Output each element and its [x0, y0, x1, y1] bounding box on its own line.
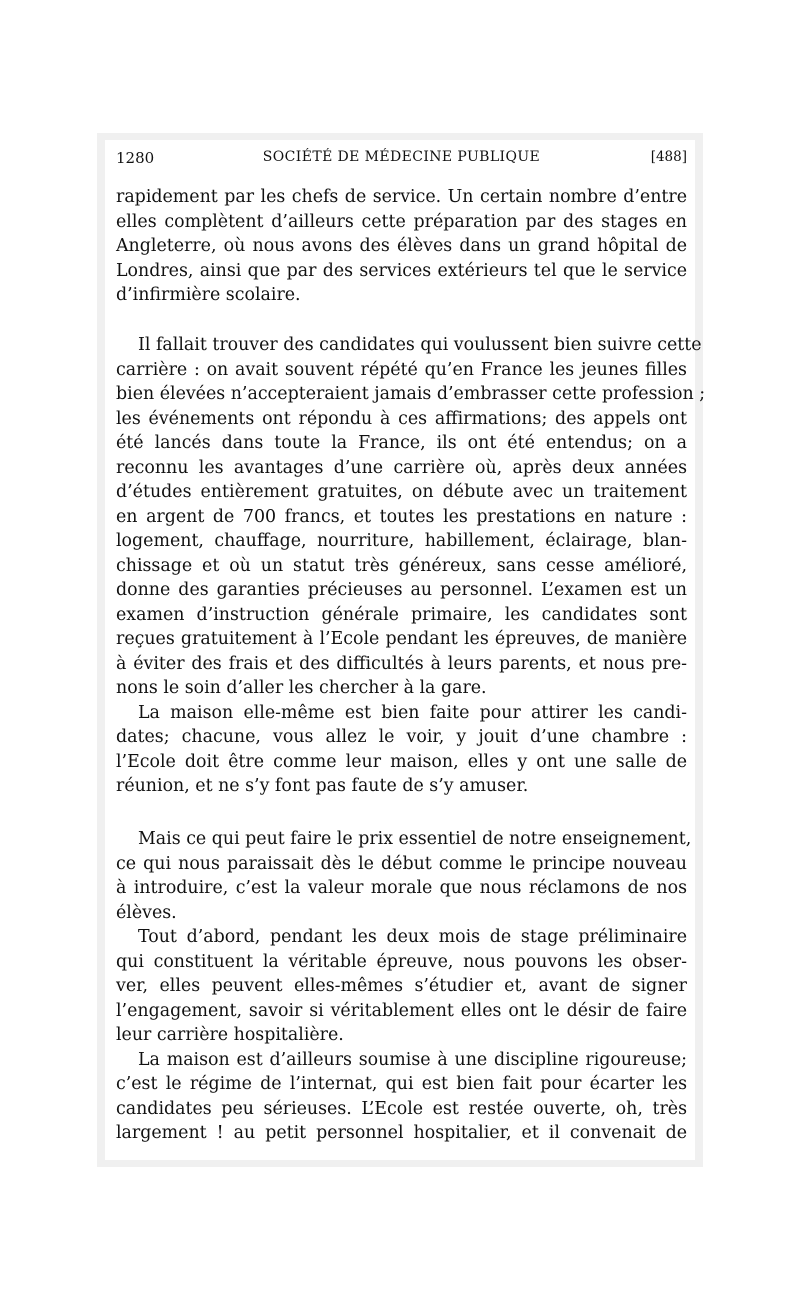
- text-line: donne des garanties précieuses au personnel. L’examen est un: [116, 580, 687, 600]
- text-line: à introduire, c’est la valeur morale que nous réclamons de nos: [116, 878, 687, 898]
- text-line: l’engagement, savoir si véritablement elles ont le désir de faire: [116, 1000, 687, 1021]
- text-line: bien élevées n’accepteraient jamais d’embrasser cette profession ;: [116, 384, 706, 404]
- text-line: examen d’instruction générale primaire, les candidates sont: [116, 604, 687, 625]
- page-reference: [488]: [650, 149, 687, 165]
- text-line: chissage et où un statut très généreux, sans cesse amélioré,: [116, 555, 687, 576]
- text-line: Londres, ainsi que par des services extérieurs tel que le service: [116, 260, 687, 281]
- text-line: Il fallait trouver des candidates qui voulussent bien suivre cette: [138, 335, 702, 355]
- text-line: à éviter des frais et des difficultés à leurs parents, et nous pre-: [116, 653, 687, 674]
- text-line: La maison elle-même est bien faite pour attirer les candi-: [138, 702, 687, 723]
- text-line: Angleterre, où nous avons des élèves dans un grand hôpital de: [116, 236, 687, 256]
- page-number: 1280: [116, 149, 155, 167]
- text-line: Tout d’abord, pendant les deux mois de stage préliminaire: [138, 927, 687, 947]
- text-line: les événements ont répondu à ces affirmations; des appels ont: [116, 408, 687, 429]
- text-line: réunion, et ne s’y font pas faute de s’y amuser.: [116, 776, 529, 796]
- paragraph-block-2: [116, 333, 706, 799]
- text-line: l’Ecole doit être comme leur maison, elles y ont une salle de: [116, 751, 687, 772]
- text-line: ver, elles peuvent elles-mêmes s’étudier et, avant de signer: [116, 976, 687, 996]
- text-line: élèves.: [116, 902, 177, 923]
- text-line: Mais ce qui peut faire le prix essentiel de notre enseignement,: [138, 829, 692, 849]
- text-line: reconnu les avantages d’une carrière où, après deux années: [116, 457, 687, 478]
- text-line: rapidement par les chefs de service. Un certain nombre d’entre: [116, 187, 687, 207]
- text-line: carrière : on avait souvent répété qu’en France les jeunes filles: [116, 359, 687, 380]
- paragraph-block-1: [116, 185, 687, 308]
- text-line: leur carrière hospitalière.: [116, 1025, 344, 1045]
- text-line: candidates peu sérieuses. L’Ecole est restée ouverte, oh, très: [116, 1098, 687, 1119]
- text-line: nons le soin d’aller les chercher à la gare.: [116, 678, 487, 698]
- text-line: qui constituent la véritable épreuve, nous pouvons les obser-: [116, 951, 687, 972]
- paragraph-block-3: [116, 827, 692, 1146]
- running-title: SOCIÉTÉ DE MÉDECINE PUBLIQUE: [262, 149, 541, 165]
- text-line: elles complètent d’ailleurs cette préparation par des stages en: [116, 211, 687, 232]
- text-line: ce qui nous paraissait dès le début comme le principe nouveau: [116, 853, 687, 874]
- text-line: d’études entièrement gratuites, on débute avec un traitement: [116, 482, 687, 502]
- text-line: reçues gratuitement à l’Ecole pendant les épreuves, de manière: [116, 629, 687, 649]
- running-header: [116, 147, 687, 171]
- text-line: logement, chauffage, nourriture, habillement, éclairage, blan-: [116, 531, 687, 551]
- text-line: d’infirmière scolaire.: [116, 285, 301, 305]
- text-line: été lancés dans toute la France, ils ont été entendus; on a: [116, 433, 687, 453]
- text-line: largement ! au petit personnel hospitalier, et il convenait de: [116, 1123, 687, 1143]
- text-line: c’est le régime de l’internat, qui est bien fait pour écarter les: [116, 1074, 687, 1094]
- text-line: en argent de 700 francs, et toutes les prestations en nature :: [116, 506, 687, 527]
- text-line: dates; chacune, vous allez le voir, y jouit d’une chambre :: [116, 727, 687, 747]
- text-line: La maison est d’ailleurs soumise à une discipline rigoureuse;: [138, 1049, 687, 1070]
